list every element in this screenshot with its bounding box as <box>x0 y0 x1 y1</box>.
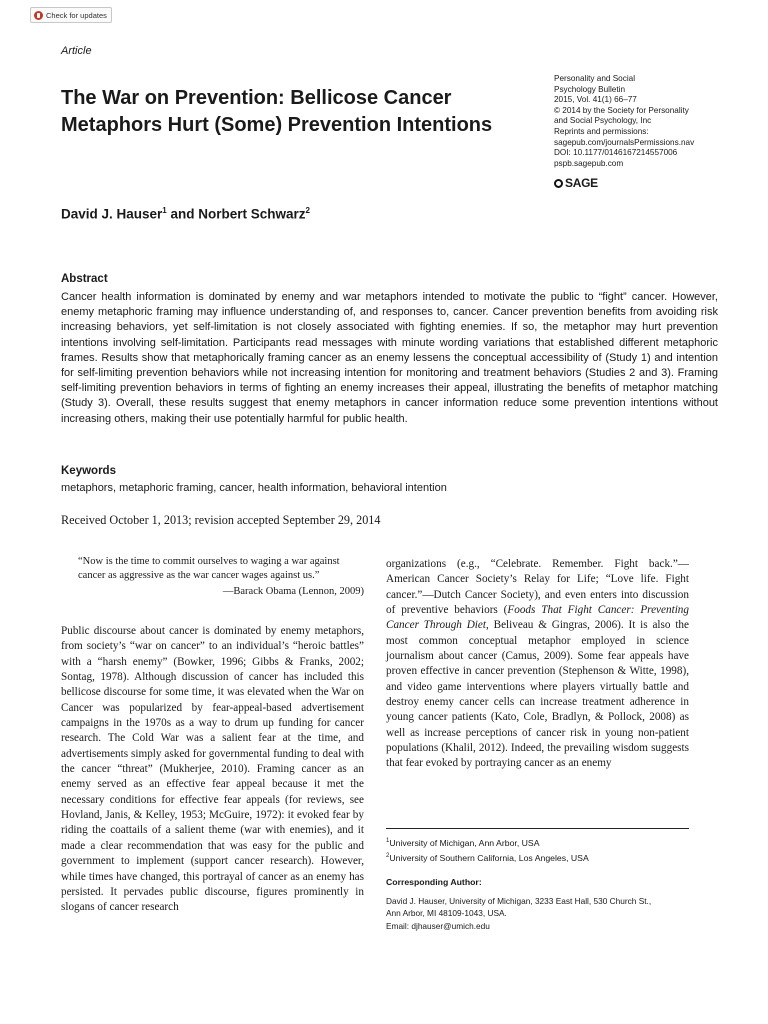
corresponding-author-info <box>386 895 689 932</box>
author-affiliation-mark: 1 <box>162 206 167 215</box>
body-text-segment: organizations (e.g., “Celebrate. Remember. Fight back.”—American Cancer Society’s Relay for Life; “Love life. Fight cancer.”—Dutch Cancer Society), and even enters into discussion of preventive behaviors ( <box>386 558 689 617</box>
journal-info-line: Psychology Bulletin <box>554 84 625 94</box>
journal-info-line: 2015, Vol. 41(1) 66–77 <box>554 95 637 105</box>
journal-info-line: pspb.sagepub.com <box>554 158 624 168</box>
author-name: David J. Hauser <box>61 206 163 222</box>
journal-info-line: sagepub.com/journalsPermissions.nav <box>554 137 695 147</box>
authors <box>61 206 310 222</box>
epigraph-text: “Now is the time to commit ourselves to waging a war against cancer as aggressive as the war cancer wages against us.” <box>78 556 340 581</box>
epigraph-attribution: —Barack Obama (Lennon, 2009) <box>222 586 364 597</box>
received-dates: Received October 1, 2013; revision accepted September 29, 2014 <box>61 513 381 527</box>
affiliation-mark: 2 <box>386 852 390 859</box>
journal-info-line: © 2014 by the Society for Personality <box>554 105 689 115</box>
journal-info <box>554 74 734 169</box>
author-name: Norbert Schwarz <box>198 206 306 222</box>
affiliation-item <box>386 835 589 850</box>
journal-info-line: DOI: 10.1177/0146167214557006 <box>554 148 678 158</box>
update-check-icon <box>34 11 43 20</box>
footnote-divider <box>386 828 689 829</box>
corresponding-author-line: David J. Hauser, University of Michigan, 3233 East Hall, 530 Church St., <box>386 896 652 906</box>
body-text-segment: , Beliveau & Gingras, 2006). It is also the most common conceptual metaphor employed in science journalism about cancer (Camus, 2009). Some fear appeals have proven effective in cancer prevention (Stephenson & Witte, 1998), and video game interventions where players virtually battle and destroy enemy cancer cells can increase treatment adherence in young cancer patients (Kato, Cole, Bradlyn, & Pollock, 2008) as well as increase perceptions of cancer risk in young non-patient populations (Khalil, 2012). Indeed, the prevailing wisdom suggests that fear evoked by portraying cancer as an enemy <box>386 619 689 770</box>
epigraph <box>78 555 364 599</box>
keywords-heading: Keywords <box>61 465 116 477</box>
sage-logo-icon <box>554 179 563 188</box>
affiliation-item <box>386 850 589 865</box>
affiliation-text: University of Michigan, Ann Arbor, USA <box>389 837 540 848</box>
journal-info-line: and Social Psychology, Inc <box>554 116 652 126</box>
body-text-left-column: Public discourse about cancer is dominated by enemy metaphors, from society’s “war on cancer” to an individual’s “heroic battles” with a “harsh enemy” (Bowker, 1996; Gibbs & Franks, 2002; Sontag, 1978). Although discussion of cancer has included this bellicose discourse for some time, it was elevated when the War on Cancer was popularized by fear-appeal-based advertisement campaigns in the 1970s as a way to drum up funding for cancer research. The Cold War was a salient fear at the time, and advertisements simply asked for governmental funding to deal with the cancer “threat” (Mukherjee, 2010). Framing cancer as an enemy served as an effective fear appeal because it met the necessary conditions for effective fear appeals (for reviews, see Hovland, Janis, & Kelley, 1953; McGuire, 1972): it evoked fear by riding the coattails of a salient theme (war with enemies), and it made a clear recommendation that was easy for the public and government to implement (support cancer research). However, while times have changed, this portrayal of cancer as an enemy has persisted. It pervades public discourse, figures prominently in slogans of cancer research <box>61 625 364 914</box>
paper-title: The War on Prevention: Bellicose Cancer Metaphors Hurt (Some) Prevention Intentions <box>61 87 493 136</box>
body-text-right-column <box>386 557 689 772</box>
sage-logo <box>554 176 598 190</box>
author-separator: and <box>166 206 199 222</box>
check-for-updates-label: Check for updates <box>46 10 107 20</box>
abstract-heading: Abstract <box>61 273 108 285</box>
corresponding-author-line: Ann Arbor, MI 48109-1043, USA. <box>386 908 507 919</box>
journal-info-line: Personality and Social <box>554 74 636 83</box>
affiliation-text: University of Southern California, Los Angeles, USA <box>389 852 589 863</box>
sage-logo-text: SAGE <box>565 176 598 190</box>
book-title: Foods That Fight Cancer: Preventing Cancer Through Diet <box>386 604 689 632</box>
corresponding-author-heading: Corresponding Author: <box>386 877 482 887</box>
journal-info-line: Reprints and permissions: <box>554 126 649 136</box>
corresponding-author-email: Email: djhauser@umich.edu <box>386 920 490 931</box>
check-for-updates-badge[interactable] <box>30 7 112 23</box>
article-type-label: Article <box>61 45 92 57</box>
abstract-text: Cancer health information is dominated by enemy and war metaphors intended to motivate the public to “fight” cancer. However, enemy metaphoric framing may influence understanding of, and responses to, cancer. Cancer prevention benefits from avoiding risk increasing behaviors, yet self-limitation is not closely associated with fighting enemies. If so, the metaphor may hurt prevention intentions involving self-limitation. Participants read messages with minute wording variations that established different metaphoric frames. Results show that metaphorically framing cancer as an enemy lessens the conceptual accessibility of (Study 1) and intention for self-limiting prevention behaviors while not increasing intention for monitoring and treatment behaviors (Studies 2 and 3). Framing self-limiting prevention behaviors in terms of fighting an enemy increases their appeal, illustrating the benefits of metaphor matching (Study 3). Overall, these results suggest that enemy metaphors in cancer information reduce some prevention intentions without increasing others, making their use potentially harmful for public health. <box>61 291 718 425</box>
affiliations <box>386 835 589 865</box>
keywords-text: metaphors, metaphoric framing, cancer, health information, behavioral intention <box>61 482 447 494</box>
author-affiliation-mark: 2 <box>305 206 310 215</box>
affiliation-mark: 1 <box>386 838 390 844</box>
